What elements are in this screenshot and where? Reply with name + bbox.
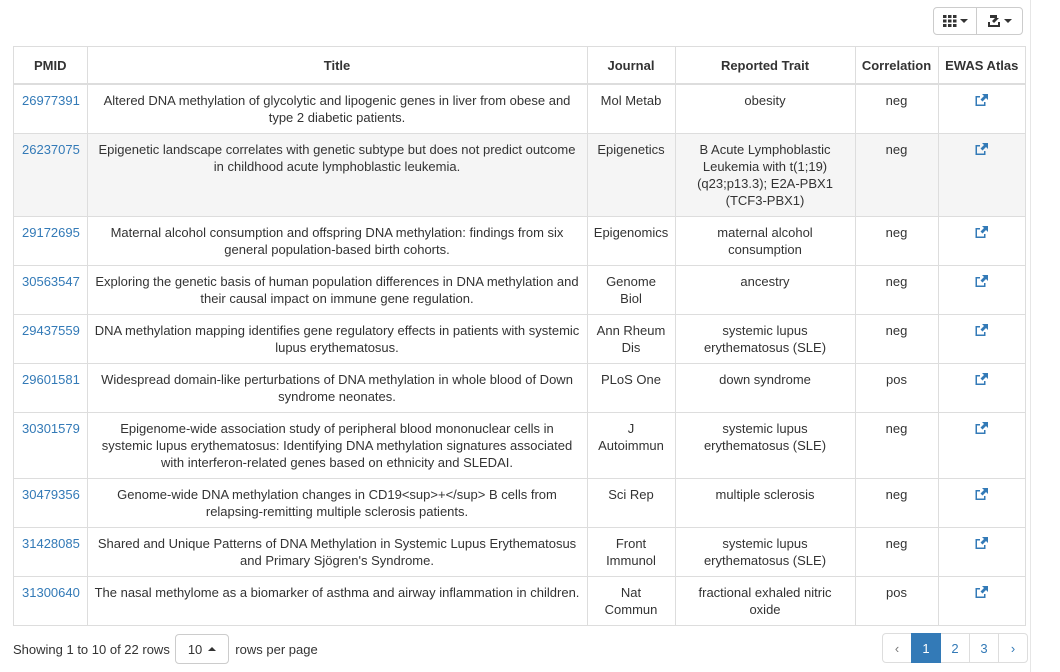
pagination [882,633,1028,663]
cell-pmid [14,84,87,134]
table-row [14,479,1025,528]
cell-title: Altered DNA methylation of glycolytic and lipogenic genes in liver from obese and type 2 diabetic patients. [87,84,587,134]
cell-title: Maternal alcohol consumption and offspring DNA methylation: findings from six general population-based birth cohorts. [87,217,587,266]
cell-correlation: neg [855,84,938,134]
external-link-icon[interactable] [974,536,989,554]
pagination-prev-button[interactable]: ‹ [882,633,912,663]
cell-correlation: neg [855,413,938,479]
cell-journal: J Autoimmun [587,413,675,479]
pmid-link[interactable]: 26237075 [22,142,80,157]
external-link-icon[interactable] [974,421,989,439]
rows-per-page-text: rows per page [235,641,318,657]
chevron-down-icon [960,19,968,23]
table-row [14,528,1025,577]
cell-correlation: neg [855,528,938,577]
cell-journal: Genome Biol [587,266,675,315]
pagination-page-3[interactable]: 3 [969,633,999,663]
export-download-icon [987,14,1001,28]
page-size-dropdown[interactable] [175,634,229,664]
cell-reported-trait: B Acute Lymphoblastic Leukemia with t(1;19)(q23;p13.3); E2A-PBX1 (TCF3-PBX1) [675,134,855,217]
cell-ewas-atlas [938,479,1025,528]
cell-journal: Nat Commun [587,577,675,626]
cell-reported-trait: multiple sclerosis [675,479,855,528]
cell-journal: PLoS One [587,364,675,413]
chevron-down-icon [1004,19,1012,23]
pagination-page-1[interactable]: 1 [911,633,941,663]
cell-reported-trait: ancestry [675,266,855,315]
cell-title: Exploring the genetic basis of human population differences in DNA methylation and their causal impact on immune gene regulation. [87,266,587,315]
export-button[interactable] [976,7,1023,35]
table-row [14,413,1025,479]
external-link-icon[interactable] [974,372,989,390]
cell-reported-trait: systemic lupus erythematosus (SLE) [675,315,855,364]
table-row [14,266,1025,315]
column-header-pmid[interactable]: PMID [14,47,87,84]
cell-reported-trait: obesity [675,84,855,134]
cell-title: The nasal methylome as a biomarker of asthma and airway inflammation in children. [87,577,587,626]
cell-pmid [14,315,87,364]
external-link-icon[interactable] [974,585,989,603]
cell-journal: Mol Metab [587,84,675,134]
table-row [14,577,1025,626]
cell-correlation: neg [855,217,938,266]
column-header-title[interactable]: Title [87,47,587,84]
table-row [14,84,1025,134]
pmid-link[interactable]: 29437559 [22,323,80,338]
cell-reported-trait: systemic lupus erythematosus (SLE) [675,413,855,479]
scrollbar-track[interactable] [1030,0,1031,672]
cell-correlation: neg [855,315,938,364]
pagination-info [13,634,318,664]
table-row [14,217,1025,266]
cell-pmid [14,413,87,479]
external-link-icon[interactable] [974,142,989,160]
pmid-link[interactable]: 30563547 [22,274,80,289]
cell-pmid [14,134,87,217]
cell-title: Epigenetic landscape correlates with genetic subtype but does not predict outcome in childhood acute lymphoblastic leukemia. [87,134,587,217]
cell-ewas-atlas [938,84,1025,134]
results-table [13,46,1026,626]
table-header-row [14,47,1025,84]
cell-title: Genome-wide DNA methylation changes in CD19<sup>+</sup> B cells from relapsing-remitting multiple sclerosis patients. [87,479,587,528]
cell-pmid [14,364,87,413]
cell-correlation: neg [855,266,938,315]
external-link-icon[interactable] [974,323,989,341]
cell-ewas-atlas [938,413,1025,479]
table-row [14,364,1025,413]
cell-title: Epigenome-wide association study of peripheral blood mononuclear cells in systemic lupus erythematosus: Identifying DNA methylation signatures associated with interferon-related genes based on ethnicity and SLEDAI. [87,413,587,479]
cell-ewas-atlas [938,315,1025,364]
external-link-icon[interactable] [974,93,989,111]
pmid-link[interactable]: 30301579 [22,421,80,436]
cell-pmid [14,528,87,577]
cell-correlation: pos [855,364,938,413]
cell-ewas-atlas [938,364,1025,413]
cell-pmid [14,479,87,528]
table-toolbar [933,7,1023,37]
cell-title: DNA methylation mapping identifies gene regulatory effects in patients with systemic lupus erythematosus. [87,315,587,364]
cell-reported-trait: down syndrome [675,364,855,413]
page-size-value: 10 [187,641,203,657]
column-header-correlation[interactable]: Correlation [855,47,938,84]
columns-grid-icon [943,15,957,27]
cell-correlation: neg [855,134,938,217]
cell-journal: Epigenetics [587,134,675,217]
pmid-link[interactable]: 29172695 [22,225,80,240]
cell-ewas-atlas [938,577,1025,626]
cell-correlation: neg [855,479,938,528]
cell-journal: Sci Rep [587,479,675,528]
cell-title: Shared and Unique Patterns of DNA Methylation in Systemic Lupus Erythematosus and Primary Sjögren's Syndrome. [87,528,587,577]
external-link-icon[interactable] [974,487,989,505]
table-row [14,315,1025,364]
column-header-reported-trait[interactable]: Reported Trait [675,47,855,84]
cell-reported-trait: fractional exhaled nitric oxide [675,577,855,626]
pmid-link[interactable]: 30479356 [22,487,80,502]
cell-ewas-atlas [938,134,1025,217]
cell-journal: Ann Rheum Dis [587,315,675,364]
cell-reported-trait: systemic lupus erythematosus (SLE) [675,528,855,577]
cell-ewas-atlas [938,266,1025,315]
pmid-link[interactable]: 31300640 [22,585,80,600]
cell-pmid [14,577,87,626]
pagination-next-button[interactable]: › [998,633,1028,663]
showing-rows-text: Showing 1 to 10 of 22 rows [13,641,170,657]
cell-pmid [14,266,87,315]
column-header-ewas-atlas[interactable]: EWAS Atlas [938,47,1025,84]
cell-ewas-atlas [938,528,1025,577]
cell-reported-trait: maternal alcohol consumption [675,217,855,266]
cell-title: Widespread domain-like perturbations of DNA methylation in whole blood of Down syndrome neonates. [87,364,587,413]
column-header-journal[interactable]: Journal [587,47,675,84]
cell-pmid [14,217,87,266]
external-link-icon[interactable] [974,225,989,243]
cell-journal: Epigenomics [587,217,675,266]
cell-correlation: pos [855,577,938,626]
pmid-link[interactable]: 26977391 [22,93,80,108]
pmid-link[interactable]: 31428085 [22,536,80,551]
columns-toggle-button[interactable] [933,7,977,35]
external-link-icon[interactable] [974,274,989,292]
table-row [14,134,1025,217]
cell-ewas-atlas [938,217,1025,266]
chevron-up-icon [208,647,216,651]
cell-journal: Front Immunol [587,528,675,577]
pagination-page-2[interactable]: 2 [940,633,970,663]
pmid-link[interactable]: 29601581 [22,372,80,387]
